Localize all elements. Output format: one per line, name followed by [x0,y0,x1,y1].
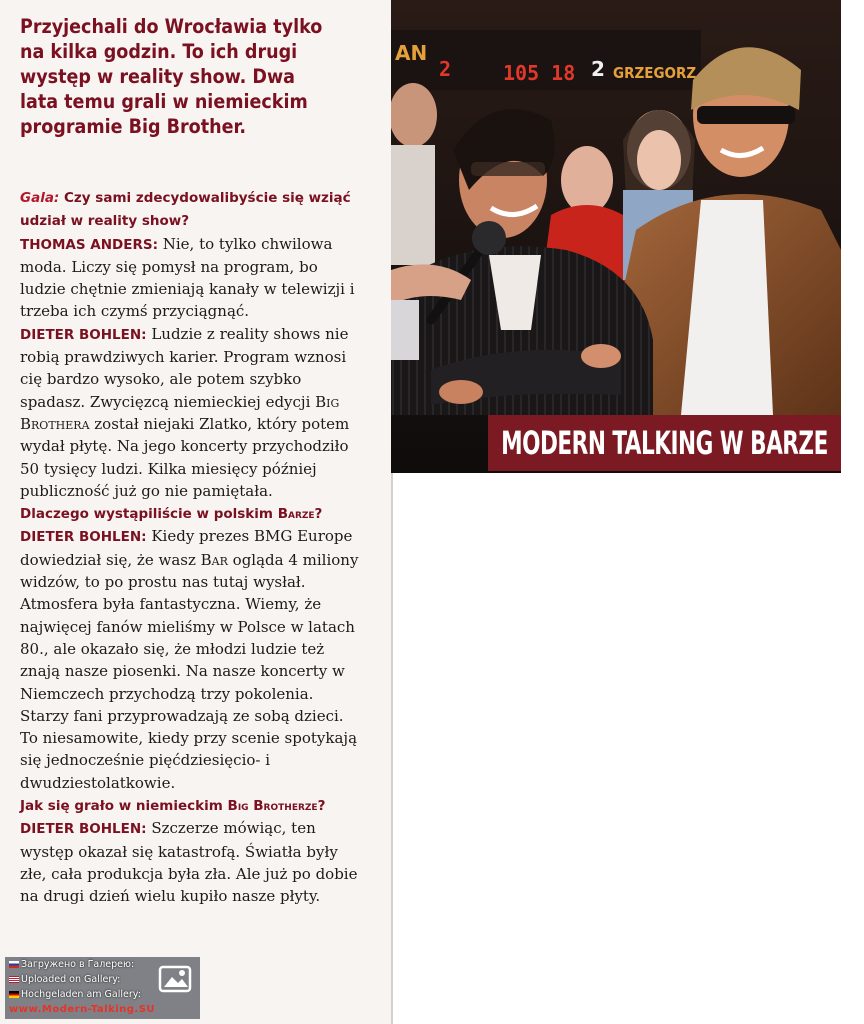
usa-flag-icon [9,976,19,983]
watermark-line: Hochgeladen am Gallery: [9,989,141,1000]
watermark-url: www.Modern-Talking.SU [9,1004,156,1015]
question-2 [20,502,360,525]
board-text: AN [395,41,428,65]
headline-line: Przyjechali do Wrocławia tylko [20,15,323,38]
event-photo [391,0,841,473]
answer-text: Szczerze mówiąc, ten występ okazał się katastrofą. Światła były złe, cała produkcja była zła. Ale już po dobie na drugi dzień wielu kupiło nasze płyty. [20,819,358,906]
speaker-name: THOMAS ANDERS: [20,236,158,253]
answer-text: Ludzie z reality shows nie robią prawdziwych karier. Program wznosi cię bardzo wysoko, ale potem szybko spadasz. Zwycięzcą niemieckiej edycji [20,324,349,411]
board-text: 105 18 [503,61,576,85]
question-1 [20,186,360,233]
headline-line: lata temu grali w niemieckim [20,90,308,113]
show-name: Big Brothera [20,392,340,433]
headline-line: występ w reality show. Dwa [20,65,296,88]
answer-text: Kiedy prezes BMG Europe dowiedział się, że wasz [20,527,353,569]
answer-4 [20,817,360,907]
question-text: Jak się grało w niemieckim [20,798,228,815]
answer-text: został niejaki Zlatko, który potem wydał płytę. Na jego koncerty przychodziło 50 tysięcy ludzi. Kilka miesięcy później publiczność już go nie pamiętała. [20,414,350,500]
photo-caption-banner [488,415,841,471]
question-text: ? [314,506,323,523]
speaker-name: DIETER BOHLEN: [20,326,147,343]
board-text: 2 [439,57,452,81]
question-text: Dlaczego wystąpiliście w polskim [20,506,278,523]
show-name: Big Brotherze [227,798,318,815]
article-headline [20,14,370,139]
answer-text: ogląda 4 miliony widzów, to po prostu nas tutaj wysłał. Atmosfera była fantastyczna. Wiemy, że najwięcej fanów mieliśmy w Polsce w latach 80., ale okazało się, że młodzi ludzie też znają nasze piosenki. Na nasze koncerty w Niemczech przychodzą trzy pokolenia. Starzy fani przyprowadzają ze sobą dzieci. To niesamowite, kiedy przy scenie spotykają się jednocześnie pięćdziesięcio- i dwudziestolatkowie. [20,550,359,792]
answer-1 [20,233,360,323]
question-text: Czy sami zdecydowalibyście się wziąć udział w reality show? [20,190,351,230]
gallery-logo-icon [158,963,196,997]
headline-line: na kilka godzin. To ich drugi [20,40,298,63]
interview-text [20,186,360,908]
speaker-name: DIETER BOHLEN: [20,821,147,838]
photo-caption: MODERN TALKING W BARZE [501,424,828,462]
photo-illustration [391,0,841,473]
watermark-line: Uploaded on Gallery: [9,974,120,985]
magazine-clipping [0,0,391,1024]
show-name: Bar [200,550,228,569]
show-name: Barze [277,506,315,523]
question-3 [20,794,360,817]
russia-flag-icon [9,961,19,968]
answer-2 [20,323,360,502]
watermark-line: Загружено в Галерею: [9,959,134,970]
answer-text: Nie, to tylko chwilowa moda. Liczy się pomysł na program, bo ludzie chętnie zmieniają kanały w telewizji i trzeba ich czymś przyciągnąć. [20,234,355,321]
question-text: ? [317,798,326,815]
board-text: 2 [591,57,605,81]
gallery-watermark [5,957,200,1019]
headline-line: programie Big Brother. [20,115,247,138]
germany-flag-icon [9,991,19,998]
answer-3 [20,525,360,794]
question-label: Gala: [20,190,60,206]
speaker-name: DIETER BOHLEN: [20,529,147,546]
board-text: GRZEGORZ [613,64,697,82]
